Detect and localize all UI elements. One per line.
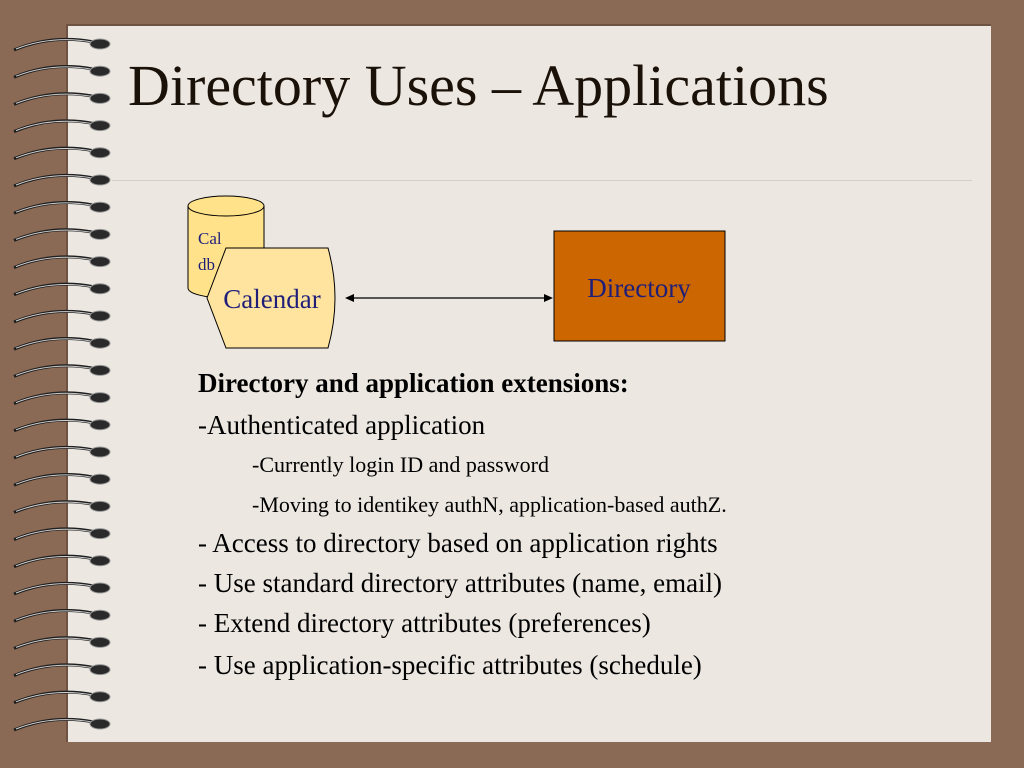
body-subline: -Currently login ID and password	[252, 452, 549, 477]
body-line: - Extend directory attributes (preferences)	[198, 608, 651, 638]
connector-arrow	[345, 294, 553, 302]
body-line: -Authenticated application	[198, 410, 486, 440]
body-subline: -Moving to identikey authN, application-based authZ.	[252, 492, 727, 517]
body-line: - Use standard directory attributes (name, email)	[198, 568, 723, 598]
directory-node	[554, 231, 725, 341]
directory-label: Directory	[587, 273, 691, 303]
body-line: - Access to directory based on application rights	[198, 528, 718, 558]
slide-title: Directory Uses – Applications	[128, 53, 829, 118]
calendar-label: Calendar	[223, 284, 321, 314]
database-label-line1: Cal	[198, 229, 222, 248]
body-heading: Directory and application extensions:	[198, 368, 629, 398]
database-label-line2: db	[198, 255, 215, 274]
calendar-node	[207, 248, 335, 348]
body-line: - Use application-specific attributes (schedule)	[198, 650, 702, 680]
